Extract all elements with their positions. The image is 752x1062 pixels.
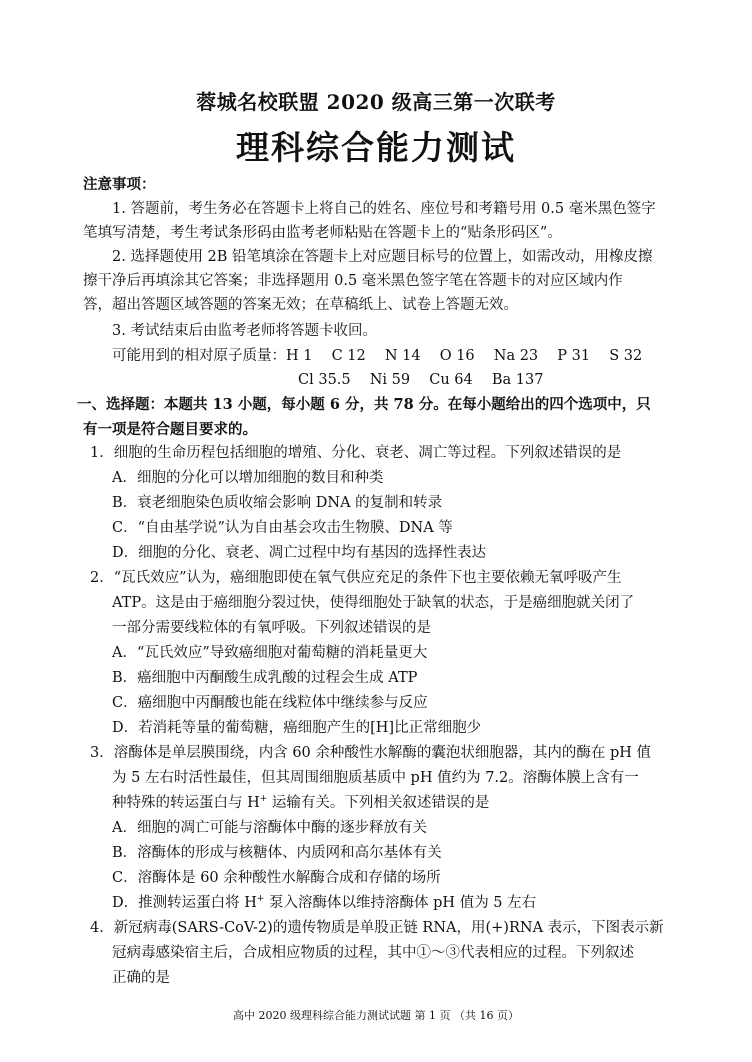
q3-option-d (112, 893, 536, 913)
note-1-line-2: 笔填写清楚，考生考试条形码由监考老师粘贴在答题卡上的“贴条形码区”。 (83, 225, 562, 241)
q3-option-c: C．溶酶体是 60 余种酸性水解酶合成和存储的场所 (112, 870, 441, 886)
q2-stem-line-2: ATP。这是由于癌细胞分裂过快，使得细胞处于缺氧的状态，于是癌细胞就关闭了 (112, 595, 635, 611)
q3-option-d-text-a: D．推测转运蛋白将 H (112, 895, 257, 911)
q1-option-b: B．衰老细胞染色质收缩会影响 DNA 的复制和转录 (112, 495, 443, 511)
q1-option-c: C．“自由基学说”认为自由基会攻击生物膜、DNA 等 (112, 520, 453, 536)
note-3: 3. 考试结束后由监考老师将答题卡收回。 (112, 323, 377, 339)
q3-stem-line-3-text-b: 运输有关。下列相关叙述错误的是 (267, 795, 490, 811)
atomic-mass-line-1: 可能用到的相对原子质量：H 1 C 12 N 14 O 16 Na 23 P 31 S 32 (112, 348, 643, 364)
note-2-line-3: 答，超出答题区域答题的答案无效；在草稿纸上、试卷上答题无效。 (83, 297, 518, 313)
section-instructions-line-2: 有一项是符合题目要求的。 (83, 421, 257, 438)
q2-option-a: A．“瓦氏效应”导致癌细胞对葡萄糖的消耗量更大 (112, 645, 428, 661)
page-footer: 高中 2020 级理科综合能力测试试题 第 1 页 （共 16 页） (233, 1009, 519, 1022)
q2-stem-line-3: 一部分需要线粒体的有氧呼吸。下列叙述错误的是 (112, 620, 431, 636)
section-instructions-line-1: 一、选择题：本题共 13 小题，每小题 6 分，共 78 分。在每小题给出的四个选项中，只 (77, 396, 651, 413)
q3-stem-line-2: 为 5 左右时活性最佳，但其周围细胞质基质中 pH 值约为 7.2。溶酶体膜上含有一 (112, 770, 639, 786)
note-1-line-1: 1. 答题前，考生务必在答题卡上将自己的姓名、座位号和考籍号用 0.5 毫米黑色签字 (112, 201, 656, 217)
q1-option-d: D．细胞的分化、衰老、凋亡过程中均有基因的选择性表达 (112, 545, 487, 561)
q3-option-d-superscript: + (256, 894, 265, 905)
q4-stem-line-3: 正确的是 (112, 970, 170, 986)
atomic-mass-line-2: Cl 35.5 Ni 59 Cu 64 Ba 137 (298, 372, 544, 388)
notes-heading: 注意事项： (83, 176, 156, 193)
q4-stem-line-2: 冠病毒感染宿主后，合成相应物质的过程，其中①～③代表相应的过程。下列叙述 (112, 945, 634, 961)
q2-option-d: D．若消耗等量的葡萄糖，癌细胞产生的[H]比正常细胞少 (112, 720, 482, 736)
q1-stem: 1．细胞的生命历程包括细胞的增殖、分化、衰老、凋亡等过程。下列叙述错误的是 (90, 445, 622, 461)
q2-option-b: B．癌细胞中丙酮酸生成乳酸的过程会生成 ATP (112, 670, 418, 686)
q1-option-a: A．细胞的分化可以增加细胞的数目和种类 (112, 470, 384, 486)
q3-stem-superscript: + (259, 794, 268, 805)
q3-stem-line-3 (112, 793, 489, 813)
q3-option-b: B．溶酶体的形成与核糖体、内质网和高尔基体有关 (112, 845, 442, 861)
note-2-line-2: 擦干净后再填涂其它答案；非选择题用 0.5 毫米黑色签字笔在答题卡的对应区域内作 (83, 273, 623, 289)
q2-option-c: C．癌细胞中丙酮酸也能在线粒体中继续参与反应 (112, 695, 428, 711)
note-2-line-1: 2. 选择题使用 2B 铅笔填涂在答题卡上对应题目标号的位置上，如需改动，用橡皮擦 (112, 249, 653, 265)
q3-stem-line-3-text-a: 种特殊的转运蛋白与 H (112, 795, 260, 811)
q3-option-a: A．细胞的凋亡可能与溶酶体中酶的逐步释放有关 (112, 820, 427, 836)
q3-option-d-text-b: 泵入溶酶体以维持溶酶体 pH 值为 5 左右 (264, 895, 537, 911)
exam-subtitle: 理科综合能力测试 (236, 128, 516, 167)
q4-stem-line-1: 4．新冠病毒(SARS-CoV-2)的遗传物质是单股正链 RNA，用(+)RNA 表示，下图表示新 (90, 920, 664, 936)
exam-title: 蓉城名校联盟 2020 级高三第一次联考 (196, 90, 556, 114)
q2-stem-line-1: 2．“瓦氏效应”认为，癌细胞即使在氧气供应充足的条件下也主要依赖无氧呼吸产生 (90, 570, 622, 586)
q3-stem-line-1: 3．溶酶体是单层膜围绕，内含 60 余种酸性水解酶的囊泡状细胞器，其内的酶在 pH 值 (90, 745, 652, 761)
